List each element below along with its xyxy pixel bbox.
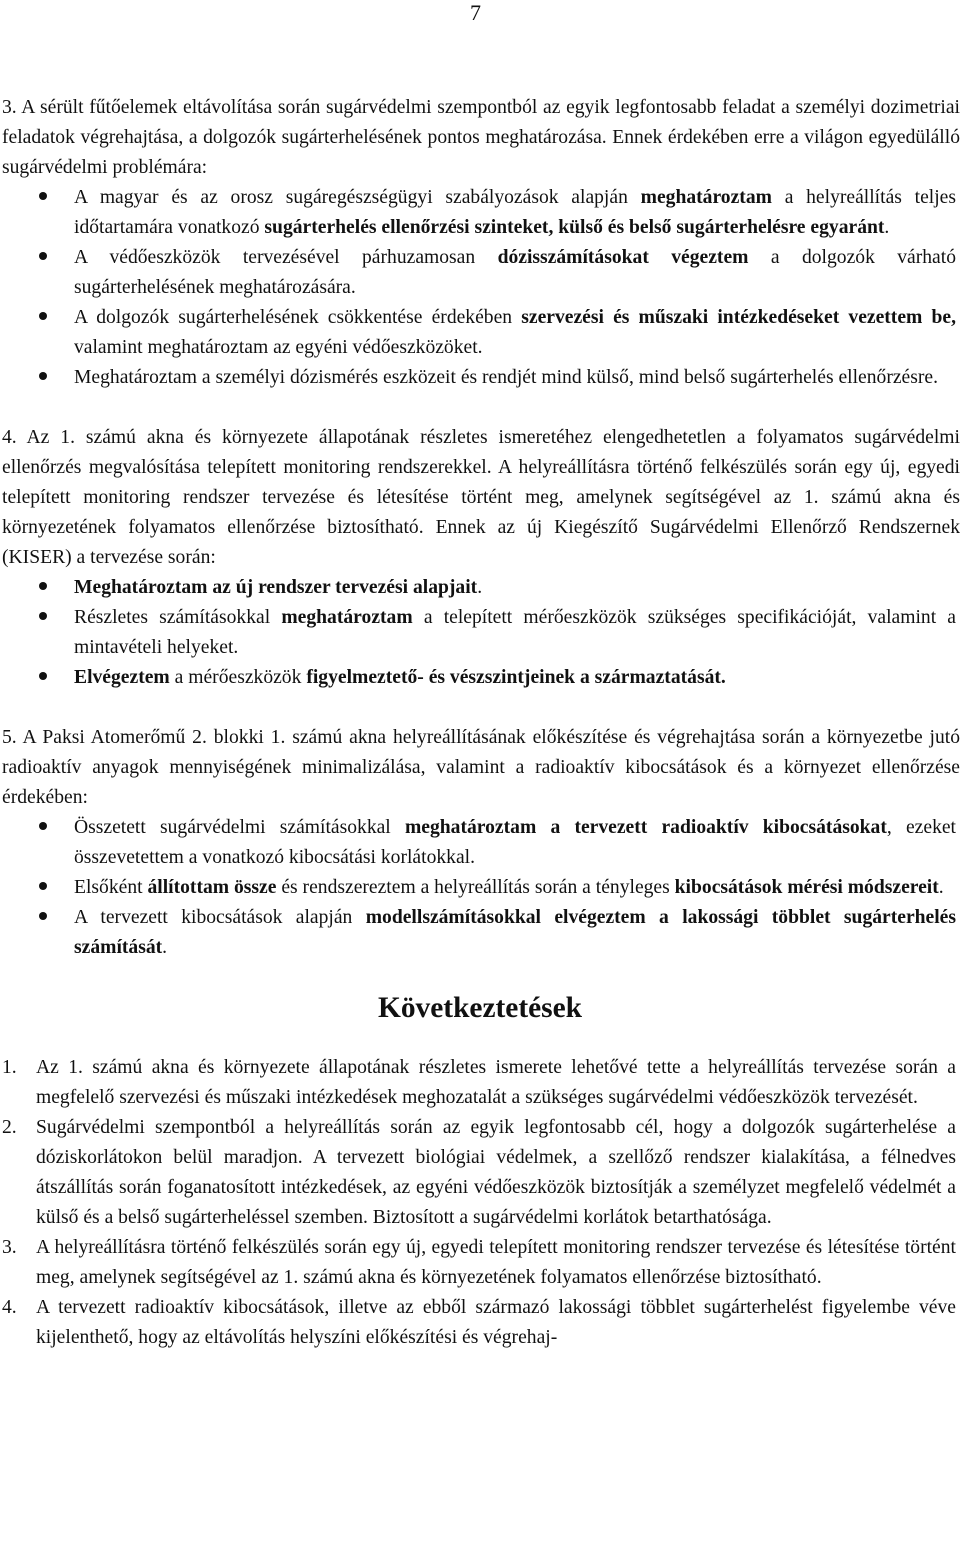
text: 5. A Paksi Atomerőmű 2. blokki 1. számú akna helyreállításának előkészítése és végrehajtása során a környezetbe jutó radioaktív anyagok mennyiségének minimalizálása, valamint a radioaktív kibocsátások és a környezet ellenőrzése érdekében: xyxy=(2,727,960,808)
section-5 xyxy=(0,723,960,963)
bold-text: figyelmeztető- és vészszintjeinek a származtatását. xyxy=(306,667,726,688)
conclusion-number: 3. xyxy=(2,1237,17,1258)
list-item xyxy=(0,873,960,903)
text: a mérőeszközök xyxy=(169,667,307,688)
list-item-text xyxy=(74,813,956,873)
text: a dolgozók várható sugárterhelésének meghatározására. xyxy=(74,247,956,298)
section-4-list xyxy=(0,573,960,693)
document-body xyxy=(0,93,960,1353)
text: A védőeszközök tervezésével párhuzamosan xyxy=(74,247,498,268)
bullet-icon xyxy=(39,372,47,380)
text: , ezeket összevetettem a vonatkozó kibocsátási korlátokkal. xyxy=(74,817,957,868)
bullet-icon xyxy=(39,192,47,200)
list-item-text xyxy=(74,363,956,393)
section-4-intro xyxy=(2,423,960,573)
text: . xyxy=(162,937,168,958)
conclusion-text xyxy=(36,1113,956,1233)
bullet-icon xyxy=(39,882,47,890)
bullet-icon xyxy=(39,822,47,830)
list-item xyxy=(0,903,960,963)
section-5-list xyxy=(0,813,960,963)
page-number: 7 xyxy=(470,0,481,25)
list-item xyxy=(0,663,960,693)
conclusions-heading: Következtetések xyxy=(377,992,582,1024)
conclusion-text xyxy=(36,1293,956,1353)
conclusion-text xyxy=(36,1053,956,1113)
text: és rendszereztem a helyreállítás során a tényleges xyxy=(276,877,675,898)
conclusion-item xyxy=(0,1113,960,1233)
text: 4. Az 1. számú akna és környezete állapotának részletes ismeretéhez elengedhetetlen a folyamatos sugárvédelmi ellenőrzés megvalósítása telepített monitoring rendszerekkel. A helyreállításra történő felkészülés során egy új, egyedi telepített monitoring rendszer tervezése és létesítése történt meg, amelynek segítségével az 1. számú akna és környezetének folyamatos ellenőrzése biztosítható. Ennek az új Kiegészítő Sugárvédelmi Ellenőrző Rendszernek (KISER) a tervezése során: xyxy=(2,427,960,568)
bullet-icon xyxy=(39,312,47,320)
text: A magyar és az orosz sugáregészségügyi szabályozások alapján xyxy=(74,187,641,208)
text: A tervezett radioaktív kibocsátások, illetve az ebből származó lakossági többlet sugárterhelést figyelembe véve kijelenthető, hogy az eltávolítás helyszíni előkészítési és végrehaj- xyxy=(36,1297,956,1348)
conclusion-item xyxy=(0,1233,960,1293)
text: . xyxy=(938,877,944,898)
text: Részletes számításokkal xyxy=(74,607,282,628)
bullet-icon xyxy=(39,582,47,590)
list-item-text xyxy=(74,303,956,363)
conclusion-item xyxy=(0,1053,960,1113)
conclusion-number: 2. xyxy=(2,1117,17,1138)
text: Az 1. számú akna és környezete állapotának részletes ismerete lehetővé tette a helyreállítás tervezése során a megfelelő szervezési és műszaki intézkedések meghozatalát a szükséges sugárvédelmi védőeszközök tervezését. xyxy=(36,1057,956,1108)
bold-text: meghatároztam xyxy=(640,187,772,208)
bold-text: modellszámításokkal elvégeztem a lakossági többlet sugárterhelés számítását xyxy=(74,907,957,958)
text: Sugárvédelmi szempontból a helyreállítás során az egyik legfontosabb cél, hogy a dolgozók sugárterhelése a dóziskorlátokon belül maradjon. A tervezett biológiai védelmek, a szellőző rendszer kialakítása, a félnedves átszállítás során foganatosított intézkedések, az egyéni védőeszközök biztosítják a személyzet megfelelő védelmét a külső és a belső sugárterheléssel szemben. Biztosított a sugárvédelmi korlátok betarthatósága. xyxy=(36,1117,956,1228)
section-4 xyxy=(0,423,960,693)
bold-text: Elvégeztem xyxy=(74,667,170,688)
conclusion-number: 1. xyxy=(2,1057,17,1078)
text: . xyxy=(477,577,483,598)
section-5-intro xyxy=(2,723,960,813)
list-item xyxy=(0,303,960,363)
bold-text: kibocsátások mérési módszereit xyxy=(674,877,939,898)
bullet-icon xyxy=(39,252,47,260)
section-3-list xyxy=(0,183,960,393)
section-3-intro xyxy=(2,93,960,183)
section-3 xyxy=(0,93,960,393)
bold-text: dózisszámításokat végeztem xyxy=(497,247,749,268)
conclusions-list xyxy=(0,1053,960,1353)
bold-text: meghatároztam xyxy=(281,607,413,628)
bold-text: meghatároztam a tervezett radioaktív kibocsátásokat xyxy=(404,817,887,838)
conclusion-item xyxy=(0,1293,960,1353)
text: . xyxy=(884,217,890,238)
list-item-text xyxy=(74,573,956,603)
list-item-text xyxy=(74,873,956,903)
text: A tervezett kibocsátások alapján xyxy=(74,907,366,928)
text: Meghatároztam a személyi dózismérés eszközeit és rendjét mind külső, mind belső sugárterhelés ellenőrzésre. xyxy=(74,367,939,388)
bold-text: állítottam össze xyxy=(147,877,277,898)
list-item-text xyxy=(74,243,956,303)
bold-text: Meghatároztam az új rendszer tervezési alapjait xyxy=(74,577,478,598)
bullet-icon xyxy=(39,912,47,920)
text: a telepített mérőeszközök szükséges specifikációját, valamint a mintavételi helyeket. xyxy=(74,607,957,658)
list-item xyxy=(0,813,960,873)
list-item xyxy=(0,573,960,603)
list-item xyxy=(0,363,960,393)
text: Összetett sugárvédelmi számításokkal xyxy=(74,817,405,838)
list-item-text xyxy=(74,663,956,693)
list-item xyxy=(0,603,960,663)
text: A dolgozók sugárterhelésének csökkentése érdekében xyxy=(74,307,522,328)
bullet-icon xyxy=(39,612,47,620)
list-item-text xyxy=(74,603,956,663)
list-item xyxy=(0,243,960,303)
list-item-text xyxy=(74,903,956,963)
text: valamint meghatároztam az egyéni védőeszközöket. xyxy=(74,337,483,358)
text: Elsőként xyxy=(74,877,148,898)
conclusion-text xyxy=(36,1233,956,1293)
text: 3. A sérült fűtőelemek eltávolítása során sugárvédelmi szempontból az egyik legfontosabb feladat a személyi dozimetriai feladatok végrehajtása, a dolgozók sugárterhelésének pontos meghatározása. Ennek érdekében erre a világon egyedülálló sugárvédelmi problémára: xyxy=(2,97,960,178)
text: A helyreállításra történő felkészülés során egy új, egyedi telepített monitoring rendszer tervezése és létesítése történt meg, amelynek segítségével az 1. számú akna és környezetének folyamatos ellenőrzése biztosítható. xyxy=(36,1237,956,1288)
bold-text: szervezési és műszaki intézkedéseket vezettem be, xyxy=(521,307,956,328)
bullet-icon xyxy=(39,672,47,680)
bold-text: sugárterhelés ellenőrzési szinteket, külső és belső sugárterhelésre egyaránt xyxy=(264,217,885,238)
list-item-text xyxy=(74,183,956,243)
conclusion-number: 4. xyxy=(2,1297,17,1318)
text: a helyreállítás teljes időtartamára vonatkozó xyxy=(74,187,956,238)
list-item xyxy=(0,183,960,243)
